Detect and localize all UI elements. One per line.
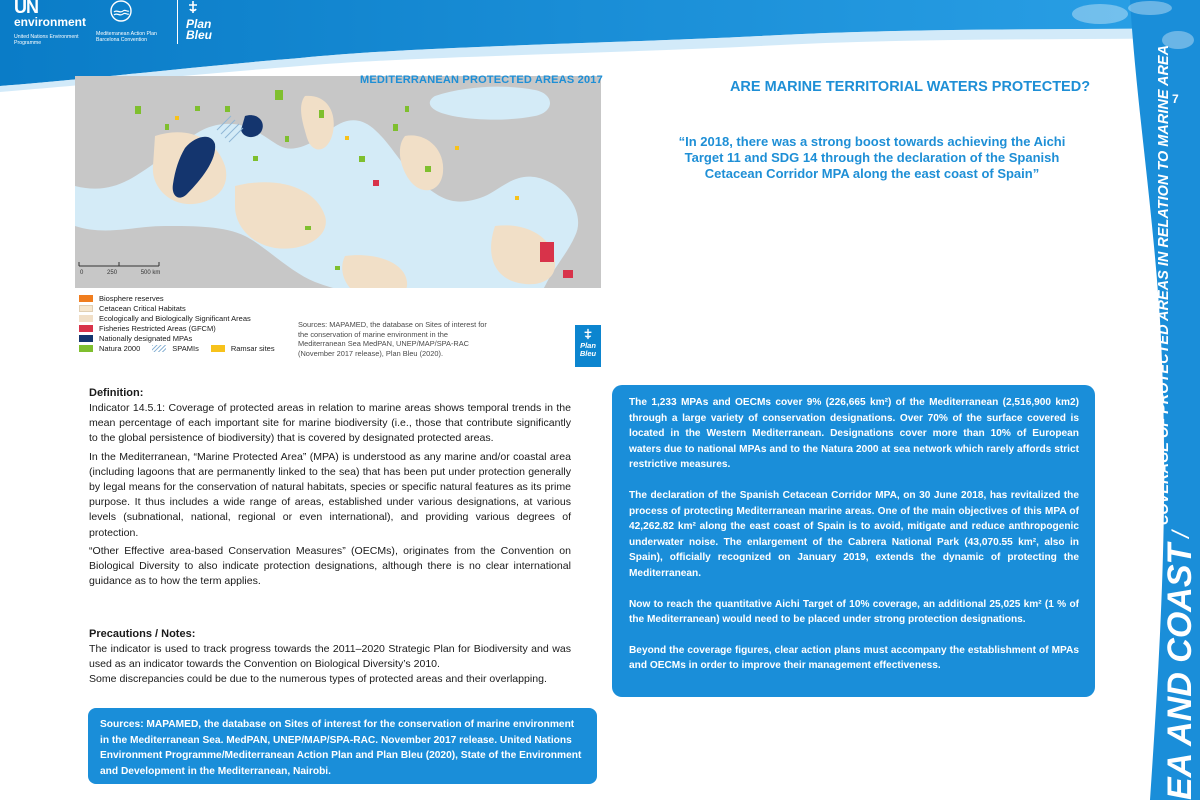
map-fra-east — [540, 242, 554, 262]
legend-label: Fisheries Restricted Areas (GFCM) — [99, 323, 216, 333]
legend-label: Biosphere reserves — [99, 293, 164, 303]
legend-item — [79, 333, 299, 343]
key-facts-paragraph: Beyond the coverage figures, clear action plans must accompany the establishment of MPAs and OECMs in order to improve their management effectiveness. — [629, 644, 1079, 672]
legend-item-row — [79, 343, 299, 353]
definition-paragraph: In the Mediterranean, “Marine Protected Area” (MPA) is understood as any marine and/or coastal area (including lagoons that are permanently linked to the sea) that has been put under protection generally by legal means for the conservation of natural habitats, species or specific natural features as its prime purpose. It thus includes a wide range of areas, established under various designations, at various levels (subnational, national, regional or even international), and providing various degrees of protection. — [89, 450, 571, 539]
key-facts-paragraph: The 1,233 MPAs and OECMs cover 9% (226,665 km²) of the Mediterranean (2,516,900 km2) through a large variety of conservation designations. Over 70% of the surface covered is located in the Western Mediterranean. Designations cover more than 10% of European waters due to national MPAs and to the Natura 2000 at sea network which rarely affords strict restrictive measures. — [629, 397, 1079, 471]
legend-swatch-national-mpa — [79, 335, 93, 342]
precautions-section — [89, 627, 571, 688]
legend-swatch-biosphere — [79, 295, 93, 302]
plan-bleu-logo-line2: Bleu — [186, 28, 213, 42]
map-barcelona-logo — [96, 0, 176, 43]
map-fra-small — [373, 180, 379, 186]
map-fra-south — [563, 270, 573, 278]
definition-section — [89, 386, 571, 592]
section-side-title — [1142, 44, 1200, 800]
map-logo-subtitle: Mediterranean Action Plan Barcelona Convention — [96, 31, 157, 43]
legend-swatch-ramsar — [211, 345, 225, 352]
plan-bleu-logo-line1: Plan — [186, 17, 212, 31]
definition-paragraph: Indicator 14.5.1: Coverage of protected areas in relation to marine areas shows temporal trends in the mean percentage of each important site for marine biodiversity (i.e., those that contribute significantly to the global persistence of biodiversity) that is covered by designated protected areas. — [89, 402, 571, 445]
definition-heading: Definition: — [89, 387, 144, 399]
section-heading: ARE MARINE TERRITORIAL WATERS PROTECTED? — [729, 79, 1091, 95]
definition-paragraph: “Other Effective area-based Conservation Measures” (OECMs), originates from the Convention on Biological Diversity to also indicate protection designations, although there is no clear international guidance as to how the term applies. — [89, 544, 571, 588]
legend-item — [79, 323, 299, 333]
precautions-heading: Precautions / Notes: — [89, 628, 196, 640]
sources-box: Sources: MAPAMED, the database on Sites of interest for the conservation of marine environment in the Mediterranean Sea. MedPAN, UNEP/MAP/SPA-RAC. November 2017 release. United Nations Environment Programme/Mediterranean Action Plan and Plan Bleu (2020), State of the Environment and Development in the Mediterranean, Nairobi. — [88, 708, 597, 784]
unep-logo — [14, 0, 99, 46]
pull-quote: “In 2018, there was a strong boost towards achieving the Aichi Target 11 and SDG 14 through the declaration of the Spanish Cetacean Corridor MPA along the east coast of Spain” — [678, 134, 1066, 181]
plan-bleu-logo — [177, 0, 217, 44]
map-legend — [79, 293, 299, 353]
legend-item — [79, 313, 299, 323]
map-logo-line2: Bleu — [579, 349, 597, 358]
precautions-paragraph: Some discrepancies could be due to the numerous types of protected areas and their overlapping. — [89, 673, 547, 686]
legend-label: Cetacean Critical Habitats — [99, 303, 186, 313]
plan-bleu-icon — [582, 328, 594, 340]
scale-label-end: 500 km — [140, 270, 161, 276]
legend-item — [79, 303, 299, 313]
legend-swatch-ebsa — [79, 315, 93, 322]
legend-label: Ramsar sites — [230, 343, 275, 353]
plan-bleu-icon — [186, 0, 200, 14]
map-plan-bleu-logo — [575, 325, 601, 367]
side-title-slash: / — [1168, 531, 1195, 538]
page-number: 7 — [1172, 92, 1179, 106]
legend-item — [79, 293, 299, 303]
legend-label: Ecologically and Biologically Significant Areas — [99, 313, 251, 323]
legend-swatch-fra — [79, 325, 93, 332]
unep-logo-environment: environment — [14, 15, 87, 29]
side-title-main: EA AND COAST — [1161, 543, 1199, 800]
legend-label: Nationally designated MPAs — [99, 333, 193, 343]
key-facts-box — [612, 385, 1095, 697]
legend-label: SPAMIs — [172, 343, 199, 353]
scale-label-mid: 250 — [107, 270, 118, 276]
legend-label: Natura 2000 — [99, 343, 141, 353]
map-scale-labels — [80, 270, 160, 276]
legend-swatch-spamis — [152, 345, 166, 352]
unep-logo-un: UN — [14, 0, 38, 17]
legend-swatch-natura — [79, 345, 93, 352]
side-title-sub: COVERAGE OF PROTECTED AREAS IN RELATION TO MARINE AREA — [1156, 44, 1172, 526]
legend-swatch-cetacean — [79, 305, 93, 312]
scale-label-zero: 0 — [80, 270, 84, 276]
key-facts-paragraph: Now to reach the quantitative Aichi Target of 10% coverage, an additional 25,025 km² (1 % of the Mediterranean) would need to be placed under strong protection designations. — [629, 598, 1079, 626]
map-sources: Sources: MAPAMED, the database on Sites of interest for the conservation of marine environment in the Mediterranean Sea MedPAN, UNEP/MAP/SPA-RAC (November 2017 release), Plan Bleu (2020). — [298, 320, 487, 358]
map-logo-line1: Plan — [580, 341, 596, 350]
map-title: MEDITERRANEAN PROTECTED AREAS 2017 — [360, 74, 603, 86]
map-emblem-icon — [110, 0, 132, 22]
unep-logo-subtitle: United Nations Environment Programme — [14, 34, 79, 46]
key-facts-paragraph: The declaration of the Spanish Cetacean Corridor MPA, on 30 June 2018, has revitalized the process of protecting Mediterranean marine areas. One of the main objectives of this MPA of 42,262.82 km² along the east coast of Spain is to avoid, mitigate and reduce anthropogenic underwater noise. The enlargement of the Cabrera National Park (43,070.55 km², also in Spain), officially recognized on January 2019, extends the dynamic of protecting the Mediterranean. — [629, 489, 1079, 579]
precautions-paragraph: The indicator is used to track progress towards the 2011–2020 Strategic Plan for Biodiversity and was used as an indicator towards the Convention on Biological Diversity’s 2010. — [89, 643, 571, 671]
